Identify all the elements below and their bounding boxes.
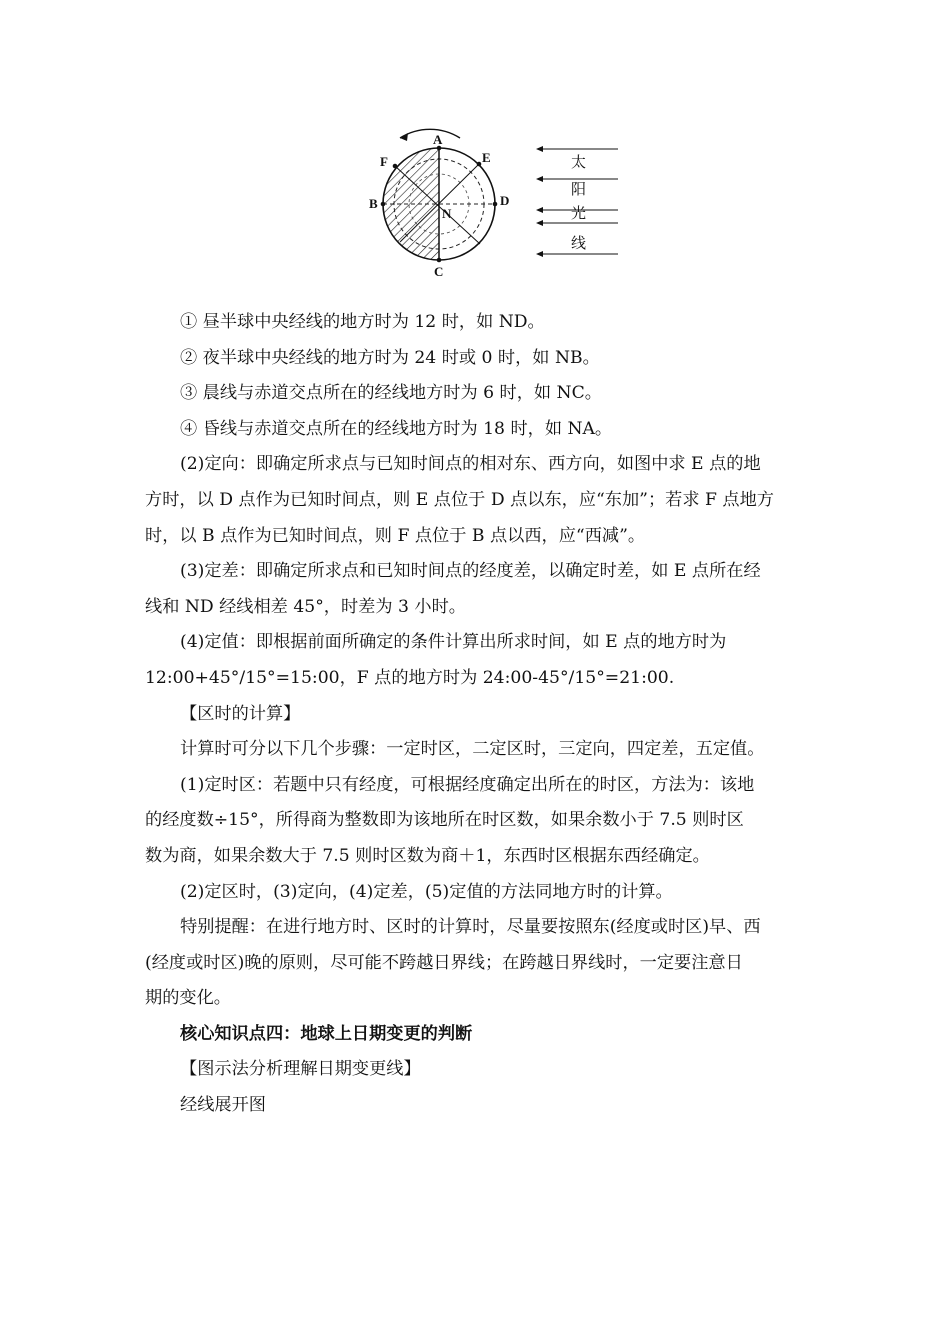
paragraph-line: (经度或时区)晚的原则，尽可能不跨越日界线；在跨越日界线时，一定要注意日 bbox=[145, 952, 743, 973]
paragraph-line: 时，以 B 点作为已知时间点，则 F 点位于 B 点以西，应“西减”。 bbox=[145, 525, 646, 546]
sunlight-char-2: 阳 bbox=[571, 180, 587, 198]
paragraph-line: (2)定向：即确定所求点与已知时间点的相对东、西方向，如图中求 E 点的地 bbox=[180, 454, 761, 475]
paragraph-line: (3)定差：即确定所求点和已知时间点的经度差，以确定时差，如 E 点所在经 bbox=[180, 561, 761, 582]
sunlight-char-1: 太 bbox=[571, 153, 587, 171]
paragraph-line: 经线展开图 bbox=[180, 1095, 266, 1116]
paragraph-line: ② 夜半球中央经线的地方时为 24 时或 0 时，如 NB。 bbox=[180, 347, 600, 368]
section-title: 核心知识点四：地球上日期变更的判断 bbox=[180, 1023, 473, 1044]
paragraph-line: (2)定区时，(3)定向，(4)定差，(5)定值的方法同地方时的计算。 bbox=[180, 881, 673, 902]
sunlight-char-4: 线 bbox=[571, 234, 587, 252]
label-f: F bbox=[380, 154, 388, 169]
paragraph-line: 的经度数÷15°，所得商为整数即为该地所在时区数，如果余数小于 7.5 则时区 bbox=[145, 810, 744, 831]
paragraph-line: ① 昼半球中央经线的地方时为 12 时，如 ND。 bbox=[180, 312, 545, 332]
body-text bbox=[145, 305, 810, 1124]
paragraph-line: ③ 晨线与赤道交点所在的经线地方时为 6 时，如 NC。 bbox=[180, 383, 602, 404]
paragraph-line: 计算时可分以下几个步骤：一定时区，二定区时，三定向，四定差，五定值。 bbox=[180, 739, 765, 760]
section-heading: 【区时的计算】 bbox=[180, 703, 301, 724]
paragraph-line: (1)定时区：若题中只有经度，可根据经度确定出所在的时区，方法为：该地 bbox=[180, 774, 755, 795]
label-c: C bbox=[434, 264, 444, 279]
paragraph-line: 12:00+45°/15°=15:00，F 点的地方时为 24:00-45°/15°=21:00. bbox=[145, 667, 675, 688]
label-d: D bbox=[500, 193, 510, 208]
paragraph-line: 线和 ND 经线相差 45°，时差为 3 小时。 bbox=[145, 596, 466, 617]
paragraph-line: 特别提醒：在进行地方时、区时的计算时，尽量要按照东(经度或时区)早、西 bbox=[180, 917, 761, 938]
label-a: A bbox=[433, 132, 443, 147]
earth-illumination-diagram bbox=[360, 126, 625, 286]
section-heading: 【图示法分析理解日期变更线】 bbox=[180, 1059, 421, 1080]
sunlight-char-3: 光 bbox=[571, 204, 587, 222]
label-b: B bbox=[369, 196, 378, 211]
paragraph-line: 期的变化。 bbox=[145, 988, 231, 1009]
paragraph-line: (4)定值：即根据前面所确定的条件计算出所求时间，如 E 点的地方时为 bbox=[180, 632, 727, 653]
label-e: E bbox=[482, 150, 491, 165]
rotation-arrow bbox=[400, 129, 460, 138]
paragraph-line: 数为商，如果余数大于 7.5 则时区数为商＋1，东西时区根据东西经确定。 bbox=[145, 845, 710, 866]
paragraph-line: 方时，以 D 点作为已知时间点，则 E 点位于 D 点以东，应“东加”；若求 F 点地方 bbox=[145, 489, 774, 510]
paragraph-line: ④ 昏线与赤道交点所在的经线地方时为 18 时，如 NA。 bbox=[180, 418, 613, 439]
label-n: N bbox=[442, 206, 452, 221]
